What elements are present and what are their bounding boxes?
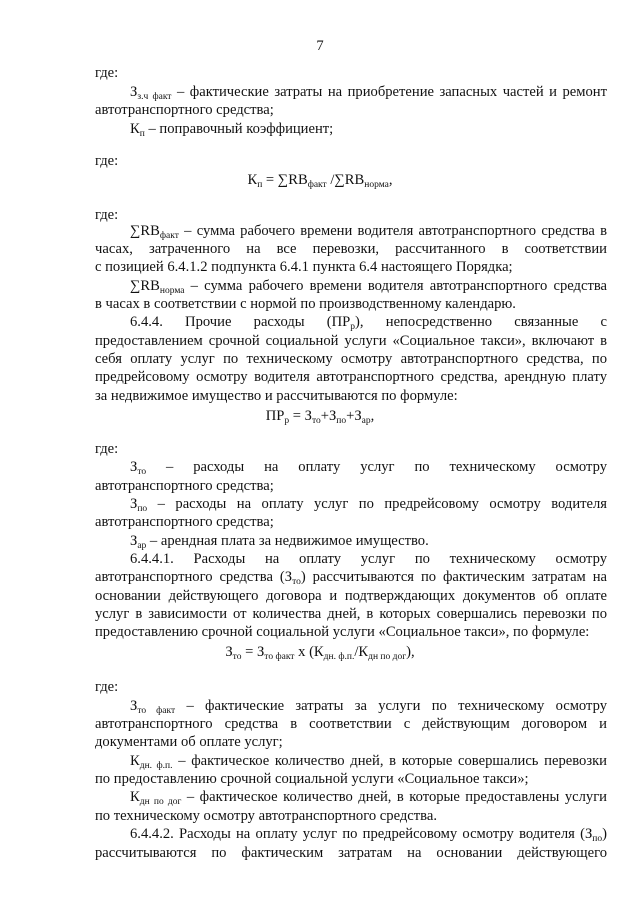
text-line: за недвижимое имущество и рассчитываются по формуле: xyxy=(95,388,458,404)
text-line: $З_{то факт}$ – фактические затраты за услуги по техническому осмотру xyxy=(130,698,607,716)
text-line: предрейсовому осмотру водителя автотранспортного средства, арендную плату xyxy=(95,369,607,385)
text-line: с позицией 6.4.1.2 подпункта 6.4.1 пункта 6.4 настоящего Порядка; xyxy=(95,259,513,275)
text-line: 6.4.4.2. Расходы на оплату услуг по предрейсовому осмотру водителя $(З_{по})$ xyxy=(130,826,607,844)
where-label: где: xyxy=(95,441,119,457)
text-line: автотранспортного средства; xyxy=(95,102,274,118)
where-label: где: xyxy=(95,207,119,223)
text-line: 6.4.4. Прочие расходы $(ПР_р)$, непосредственно связанные с xyxy=(130,314,607,332)
formula-other-expenses: $ПР_р = З_{то}+З_{по}+З_{ар}$, xyxy=(265,408,375,426)
text-line: автотранспортного средства $(З_{то})$ рассчитываются по фактическим затратам на xyxy=(95,569,607,587)
text-line: себя оплату услуг по техническому осмотру автотранспортного средства, по xyxy=(95,351,607,367)
where-label: где: xyxy=(95,153,119,169)
text-line: основании действующего договора и подтверждающих документов об оплате xyxy=(95,588,607,604)
formula-correction-coefficient: $К_п = \sum RB_{факт}$ $/\sum RB_{норма}$, xyxy=(247,172,393,190)
text-line: автотранспортного средства в соответствии с действующим договором и xyxy=(95,716,607,732)
text-line: $\sum RB_{норма}$ – сумма рабочего времени водителя автотранспортного средства xyxy=(130,278,607,296)
text-line: предоставлением срочной социальной услуги «Социальное такси», включают в xyxy=(95,333,607,349)
text-line: услуг в зависимости от количества дней, в которых совершались перевозки по xyxy=(95,606,607,622)
text-line: предоставлению срочной социальной услуги «Социальное такси», по формуле: xyxy=(95,624,590,640)
text-line: $К_п$ – поправочный коэффициент; xyxy=(130,121,334,139)
text-line: $К_{дн. ф.п.}$ – фактическое количество дней, в которые совершались перевозки xyxy=(130,753,607,771)
text-line: $З_{ар}$ – арендная плата за недвижимое имущество. xyxy=(130,533,429,551)
text-line: документами об оплате услуг; xyxy=(95,734,283,750)
text-line: по предоставлению срочной социальной услуги «Социальное такси»; xyxy=(95,771,529,787)
text-line: $З_{то}$ – расходы на оплату услуг по техническому осмотру xyxy=(130,459,607,477)
text-line: по техническому осмотру автотранспортного средства. xyxy=(95,808,437,824)
text-line: $З_{по}$ – расходы на оплату услуг по предрейсовому осмотру водителя xyxy=(130,496,607,514)
where-label: где: xyxy=(95,679,119,695)
text-line: 6.4.4.1. Расходы на оплату услуг по техническому осмотру xyxy=(130,551,607,567)
page-number: 7 xyxy=(316,38,324,54)
text-line: рассчитываются по фактическим затратам на основании действующего xyxy=(95,845,607,861)
text-line: $З_{з.ч факт}$ – фактические затраты на приобретение запасных частей и ремонт xyxy=(130,84,607,102)
formula-inspection-costs: $З_{то} = З_{то факт}$ х $(К_{дн. ф.п.}/К_{дн по дог})$, xyxy=(225,644,415,662)
text-line: $К_{дн по дог}$ – фактическое количество дней, в которые предоставлены услуги xyxy=(130,789,607,807)
text-line: автотранспортного средства; xyxy=(95,514,274,530)
text-line: в часах в соответствии с нормой по производственному календарю. xyxy=(95,296,516,312)
text-line: $\sum RB_{факт}$ – сумма рабочего времени водителя автотранспортного средства в xyxy=(130,223,607,241)
text-line: автотранспортного средства; xyxy=(95,478,274,494)
text-line: часах, затраченного на все перевозки, рассчитанного в соответствии xyxy=(95,241,607,257)
where-label: где: xyxy=(95,65,119,81)
